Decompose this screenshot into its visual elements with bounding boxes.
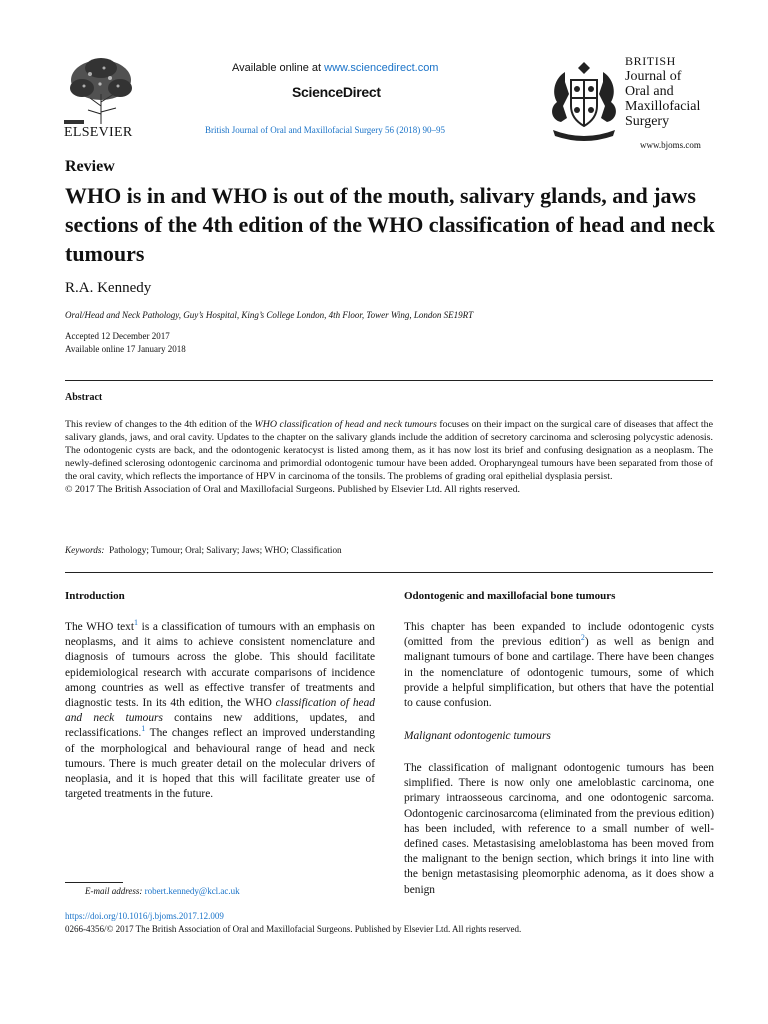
- accepted-date: Accepted 12 December 2017: [65, 331, 170, 341]
- intro-text: The WHO text: [65, 621, 135, 633]
- odontogenic-paragraph: [404, 620, 714, 711]
- journal-title-line: Oral and: [625, 84, 674, 99]
- divider: [65, 572, 713, 573]
- email-link[interactable]: robert.kennedy@kcl.ac.uk: [144, 886, 240, 896]
- reference-link[interactable]: 1: [134, 618, 139, 628]
- section-heading-introduction: Introduction: [65, 590, 125, 602]
- intro-text: The changes reflect an improved understanding of the morphological and behavioural range of head and neck tumours. There is much greater detail on the molecular drivers of neoplasia, and it is hoped that this will facilitate greater use of targeted treatments in the future.: [65, 727, 375, 801]
- article-type: Review: [65, 158, 115, 175]
- intro-text: contains new additions, updates, and reclassifications.: [65, 712, 375, 740]
- journal-title-line: Maxillofacial: [625, 99, 701, 114]
- journal-title-block: [625, 54, 700, 129]
- section-heading-odontogenic: Odontogenic and maxillofacial bone tumours: [404, 590, 616, 602]
- journal-reference-link[interactable]: British Journal of Oral and Maxillofacial Surgery 56 (2018) 90–95: [205, 125, 446, 135]
- abstract-heading: Abstract: [65, 392, 103, 403]
- author-affiliation: Oral/Head and Neck Pathology, Guy’s Hospital, King’s College London, 4th Floor, Tower Wing, London SE19RT: [65, 310, 474, 320]
- abstract-part: focuses on their impact on the surgical care of diseases that affect the salivary glands, jaws, and oral cavity. Updates to the chapter on the salivary glands include the addition of secretory carcinoma and sclerosing polycystic adenosis. The odontogenic cysts are back, and the odontogenic keratocyst is listed among them, as it has now lost its brief and confusing designation as a neoplasm. The newly-defined sclerosing odontogenic carcinoma and primordial odontogenic tumour have been added. Oropharyngeal tumours have been separated from those of the oral cavity, which reflects the importance of HPV in carcinoma of the tonsils. The problems of grading oral epithelial dysplasia persist.: [65, 419, 713, 482]
- abstract-copyright: © 2017 The British Association of Oral and Maxillofacial Surgeons. Published by Elsevier Ltd. All rights reserved.: [65, 484, 521, 495]
- author-name: R.A. Kennedy: [65, 280, 152, 296]
- sciencedirect-link[interactable]: www.sciencedirect.com: [324, 62, 439, 74]
- abstract-text: [65, 418, 713, 496]
- available-date: Available online 17 January 2018: [65, 344, 186, 354]
- bjoms-crest-icon: [545, 58, 623, 142]
- divider: [65, 380, 713, 381]
- elsevier-wordmark: ELSEVIER: [64, 125, 133, 140]
- malignant-paragraph: The classification of malignant odontogenic tumours has been simplified. There is now only one ameloblastic carcinoma, one primary intraosseous carcinoma, and one odontogenic sarcoma. Odontogenic carcinosarcoma (eliminated from the previous edition) has been included, with reference to a small number of well-defined cases. Metastasising ameloblastoma has been moved from the malignant to the benign section, which brings it into line with the benign metastasising pleomorphic adenoma, as it does show a benign: [404, 762, 714, 896]
- introduction-paragraph: [65, 620, 375, 802]
- sciencedirect-logo: ScienceDirect: [292, 84, 381, 100]
- body-text: ) as well as benign and malignant tumours of bone and cartilage. There have been changes in the nomenclature of odontogenic tumours, some of which provide a helpful simplification, but others that have the potential to cause confusion.: [404, 636, 714, 710]
- body-text: This chapter has been expanded to include odontogenic cysts (omitted from the previous edition: [404, 621, 714, 649]
- article-dates: [65, 330, 186, 356]
- abstract-part: This review of changes to the 4th edition of the: [65, 419, 255, 430]
- keywords: [65, 545, 342, 555]
- doi-link[interactable]: https://doi.org/10.1016/j.bjoms.2017.12.009: [65, 911, 224, 921]
- subsection-heading-malignant: Malignant odontogenic tumours: [404, 730, 551, 742]
- journal-title-line: Surgery: [625, 114, 670, 129]
- elsevier-tree-logo: [60, 54, 142, 126]
- abstract-italic: WHO classification of head and neck tumours: [254, 419, 437, 430]
- journal-url: www.bjoms.com: [640, 140, 701, 150]
- keywords-label: Keywords:: [65, 545, 105, 555]
- reference-link[interactable]: 1: [141, 724, 146, 734]
- email-label: E-mail address:: [85, 886, 143, 896]
- available-prefix: Available online at: [232, 62, 325, 74]
- journal-title-line: Journal of: [625, 69, 682, 84]
- footer-copyright: 0266-4356/© 2017 The British Association of Oral and Maxillofacial Surgeons. Published by Elsevier Ltd. All rights reserved.: [65, 924, 522, 934]
- reference-link[interactable]: 2: [580, 633, 585, 643]
- keywords-text: Pathology; Tumour; Oral; Salivary; Jaws; WHO; Classification: [109, 545, 342, 555]
- intro-italic: classification of head and neck tumours: [65, 697, 375, 725]
- intro-text: is a classification of tumours with an emphasis on neoplasms, and it aims to achieve consistent nomenclature and diagnosis of tumours across the globe. This should facilitate epidemiological research with accurate comparisons of incidence among countries as well as effective transfer of treatments and diagnostic tests. In its 4th edition, the WHO: [65, 621, 375, 710]
- journal-title-line: BRITISH: [625, 54, 676, 68]
- footnote-divider: [65, 882, 123, 883]
- article-title: WHO is in and WHO is out of the mouth, salivary glands, and jaws sections of the 4th edition of the WHO classification of head and neck tumours: [65, 183, 715, 266]
- email-footnote: [85, 886, 240, 896]
